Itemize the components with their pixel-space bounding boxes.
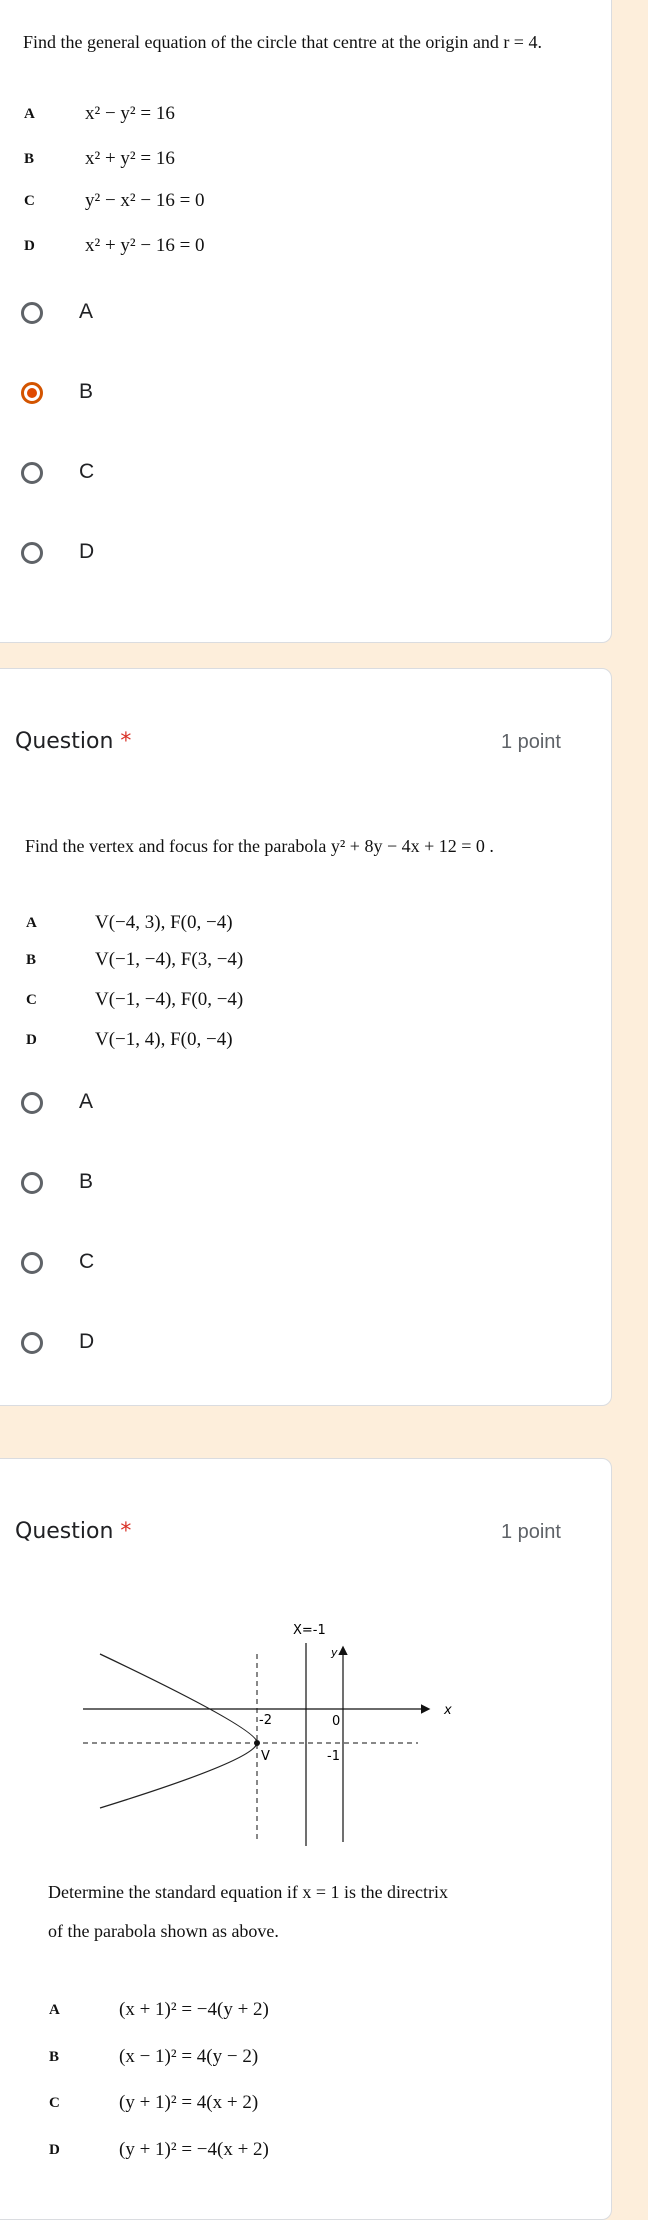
option-equation: (y + 1)² = −4(x + 2) — [119, 2139, 269, 2160]
option-equation: x² + y² − 16 = 0 — [85, 235, 205, 256]
radio-c[interactable] — [21, 1252, 43, 1274]
required-asterisk: * — [120, 729, 132, 754]
radio-d[interactable] — [21, 542, 43, 564]
x-axis-label: x — [444, 1703, 452, 1718]
directrix-label: X=-1 — [293, 1623, 326, 1638]
points-label: 1 point — [500, 731, 561, 753]
radio-label[interactable]: B — [79, 1170, 94, 1193]
option-equation: y² − x² − 16 = 0 — [85, 190, 205, 211]
parabola-curve — [100, 1654, 257, 1808]
option-equation: V(−4, 3), F(0, −4) — [95, 912, 233, 933]
radio-d[interactable] — [21, 1332, 43, 1354]
option-letter: D — [26, 1032, 37, 1048]
option-equation: V(−1, −4), F(0, −4) — [95, 989, 244, 1010]
question-1-text: Find the general equation of the circle that centre at the origin and r = 4. — [23, 32, 542, 52]
radio-label[interactable]: C — [79, 1250, 95, 1273]
tick-label-x: -2 — [259, 1713, 272, 1728]
option-letter: D — [49, 2142, 60, 2158]
option-equation: x² + y² = 16 — [85, 148, 175, 169]
radio-label[interactable]: A — [79, 1090, 94, 1113]
vertex-point — [254, 1740, 260, 1746]
vertex-label: V — [261, 1749, 270, 1764]
option-letter: B — [49, 2049, 60, 2065]
radio-a[interactable] — [21, 1092, 43, 1114]
option-equation: x² − y² = 16 — [85, 103, 175, 124]
question-title-text: Question — [15, 1519, 114, 1544]
question-title — [15, 729, 131, 754]
parabola-figure — [0, 1580, 620, 1880]
question-3-text-line1: Determine the standard equation if x = 1 is the directrix — [48, 1882, 449, 1902]
radio-c[interactable] — [21, 462, 43, 484]
origin-label: 0 — [332, 1714, 341, 1729]
radio-label[interactable]: D — [79, 540, 95, 563]
option-equation: V(−1, −4), F(3, −4) — [95, 949, 244, 970]
radio-a[interactable] — [21, 302, 43, 324]
radio-b-selected[interactable] — [21, 382, 43, 404]
radio-label[interactable]: A — [79, 300, 94, 323]
option-equation: (y + 1)² = 4(x + 2) — [119, 2092, 259, 2113]
option-letter: A — [26, 915, 37, 931]
option-equation: (x − 1)² = 4(y − 2) — [119, 2046, 259, 2067]
question-title — [15, 1519, 131, 1544]
points-label: 1 point — [500, 1521, 561, 1543]
required-asterisk: * — [120, 1519, 132, 1544]
radio-label[interactable]: D — [79, 1330, 95, 1353]
tick-label-y: -1 — [327, 1749, 340, 1764]
option-letter: C — [24, 193, 35, 209]
question-2-text: Find the vertex and focus for the parabola y² + 8y − 4x + 12 = 0 . — [25, 836, 494, 856]
radio-b[interactable] — [21, 1172, 43, 1194]
y-axis-label: y — [331, 1646, 338, 1659]
option-letter: A — [24, 106, 35, 122]
question-3-text-line2: of the parabola shown as above. — [48, 1921, 279, 1941]
question-card-2 — [0, 668, 612, 1406]
question-title-text: Question — [15, 729, 114, 754]
option-equation: (x + 1)² = −4(y + 2) — [119, 1999, 269, 2020]
option-letter: C — [49, 2095, 60, 2111]
option-letter: B — [24, 151, 35, 167]
option-letter: C — [26, 992, 37, 1008]
option-letter: D — [24, 238, 35, 254]
radio-label[interactable]: B — [79, 380, 94, 403]
option-letter: B — [26, 952, 37, 968]
radio-label[interactable]: C — [79, 460, 95, 483]
option-equation: V(−1, 4), F(0, −4) — [95, 1029, 233, 1050]
option-letter: A — [49, 2002, 60, 2018]
